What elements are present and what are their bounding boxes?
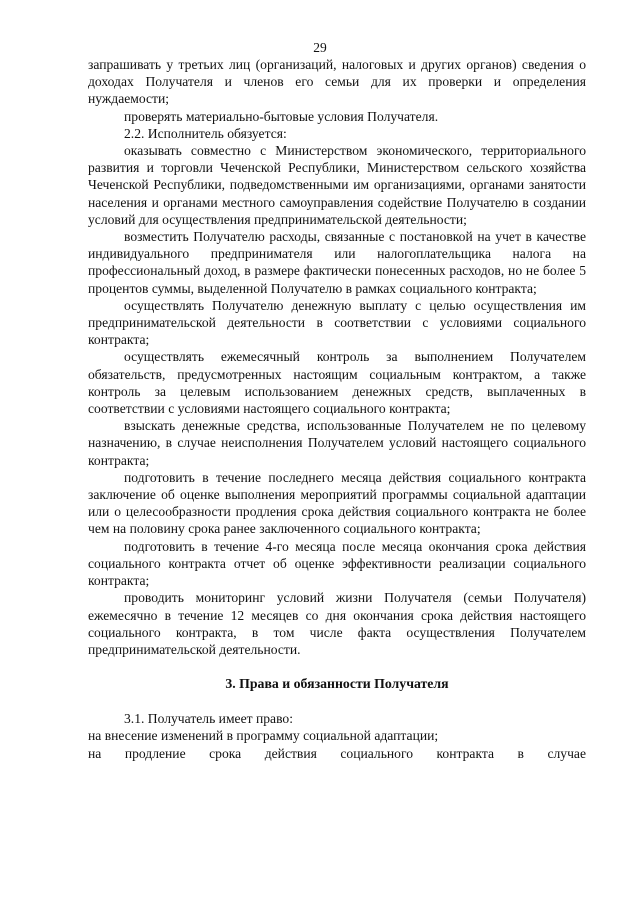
paragraph-request-info: запрашивать у третьих лиц (организаций, налоговых и других органов) сведения о доходах Получателя и членов его семьи для их проверки и определения нуждаемости; xyxy=(88,57,586,107)
paragraph-clause-2-2: 2.2. Исполнитель обязуется: xyxy=(124,125,287,141)
paragraph-prepare-report: подготовить в течение 4-го месяца после месяца окончания срока действия социального контракта отчет об оценке эффективности реализации социального контракта; xyxy=(88,538,586,589)
paragraph-changes-program: на внесение изменений в программу социальной адаптации; xyxy=(88,728,439,744)
paragraph-clause-3-1: 3.1. Получатель имеет право: xyxy=(124,711,293,727)
page-number: 29 xyxy=(313,40,327,55)
paragraph-monitoring: проводить мониторинг условий жизни Получателя (семьи Получателя) ежемесячно в течение 12 месяцев со дня окончания срока действия настоящего социального контракта, в том числе факта осуществления Получателем предпринимательской деятельности. xyxy=(88,590,586,657)
paragraph-extend-contract: на продление срока действия социального контракта в случае xyxy=(88,745,586,761)
section-heading: 3. Права и обязанности Получателя xyxy=(225,676,449,692)
paragraph-cash-payment: осуществлять Получателю денежную выплату с целью осуществления им предпринимательской деятельности в соответствии с условиями социального контракта; xyxy=(88,297,586,348)
paragraph-monthly-control: осуществлять ежемесячный контроль за выполнением Получателем обязательств, предусмотренных настоящим социальным контрактом, а также контроль за целевым использованием денежных средств, выплаченных в соответствии с условиями настоящего социального контракта; xyxy=(88,349,586,417)
document-body xyxy=(88,56,586,762)
paragraph-reimburse-expenses: возместить Получателю расходы, связанные с постановкой на учет в качестве индивидуального предпринимателя или налогоплательщика налога на профессиональный доход, в размере фактически понесенных расходов, но не более 5 процентов суммы, выделенной Получателю в рамках социального контракта; xyxy=(88,229,586,296)
paragraph-check-conditions: проверять материально-бытовые условия Получателя. xyxy=(124,108,439,124)
paragraph-prepare-conclusion: подготовить в течение последнего месяца действия социального контракта заключение об оценке выполнения мероприятий программы социальной адаптации или о целесообразности продления срока действия социального контракта не более чем на половину срока ранее заключенного социального контракта; xyxy=(88,469,586,537)
paragraph-recover-funds: взыскать денежные средства, использованные Получателем не по целевому назначению, в случае неисполнения Получателем условий настоящего социального контракта; xyxy=(88,418,586,468)
paragraph-assist-recipient: оказывать совместно с Министерством экономического, территориального развития и торговли Чеченской Республики, Министерством сельского хозяйства Чеченской Республики, подведомственными им организациями, органами занятости населения и органами местного самоуправления содействие Получателю в создании условий для осуществления предпринимательской деятельности; xyxy=(88,143,586,227)
